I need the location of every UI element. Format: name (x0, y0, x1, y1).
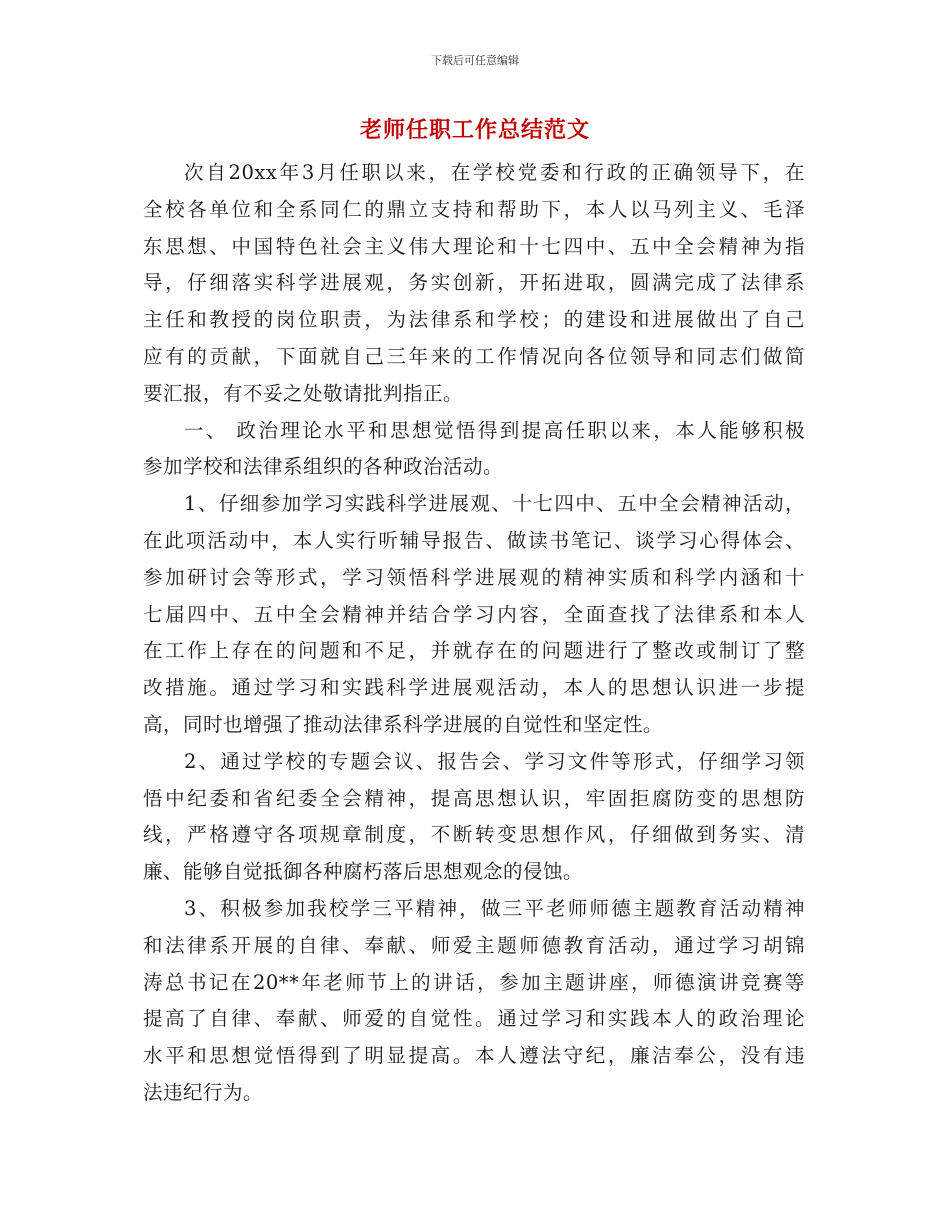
paragraph-line: 七届四中、五中全会精神并结合学习内容，全面查找了法律系和本人 (143, 602, 805, 626)
paragraph-line: 参加学校和法律系组织的各种政治活动。 (143, 455, 504, 479)
paragraph-line: 要汇报，有不妥之处敬请批判指正。 (143, 381, 464, 405)
paragraph (143, 413, 805, 487)
paragraph-line: 一、 政治理论水平和思想觉悟得到提高任职以来，本人能够积极 (184, 418, 805, 442)
header-note: 下载后可任意编辑 (431, 54, 519, 67)
paragraph (143, 891, 805, 1112)
paragraph-line: 悟中纪委和省纪委全会精神，提高思想认识，牢固拒腐防变的思想防 (143, 786, 805, 810)
paragraph (143, 486, 805, 744)
paragraph-line: 东思想、中国特色社会主义伟大理论和十七四中、五中全会精神为指 (143, 234, 805, 258)
paragraph-line: 2、通过学校的专题会议、报告会、学习文件等形式，仔细学习领 (184, 749, 805, 773)
document-title: 老师任职工作总结范文 (359, 118, 590, 143)
paragraph-line: 涛总书记在20**年老师节上的讲话，参加主题讲座，师德演讲竞赛等 (143, 970, 805, 994)
paragraph-line: 和法律系开展的自律、奉献、师爱主题师德教育活动，通过学习胡锦 (143, 933, 805, 957)
paragraph-line: 主任和教授的岗位职责，为法律系和学校；的建设和进展做出了自己 (143, 308, 805, 332)
paragraph-line: 水平和思想觉悟得到了明显提高。本人遵法守纪，廉洁奉公，没有违 (143, 1044, 805, 1068)
paragraph-line: 高，同时也增强了推动法律系科学进展的自觉性和坚定性。 (143, 712, 664, 736)
paragraph-line: 参加研讨会等形式，学习领悟科学进展观的精神实质和科学内涵和十 (143, 565, 805, 589)
paragraph-line: 提高了自律、奉献、师爱的自觉性。通过学习和实践本人的政治理论 (143, 1007, 805, 1031)
paragraph-line: 在此项活动中，本人实行听辅导报告、做读书笔记、谈学习心得体会、 (143, 528, 805, 552)
paragraph-line: 3、积极参加我校学三平精神，做三平老师师德主题教育活动精神 (184, 896, 805, 920)
paragraph-line: 全校各单位和全系同仁的鼎立支持和帮助下，本人以马列主义、毛泽 (143, 197, 805, 221)
paragraph-line: 次自20xx年3月任职以来，在学校党委和行政的正确领导下，在 (184, 161, 805, 184)
paragraph-line: 改措施。通过学习和实践科学进展观活动，本人的思想认识进一步提 (143, 676, 805, 700)
document-body (143, 155, 805, 1112)
paragraph-line: 廉、能够自觉抵御各种腐朽落后思想观念的侵蚀。 (143, 860, 584, 884)
paragraph-line: 在工作上存在的问题和不足，并就存在的问题进行了整改或制订了整 (143, 639, 805, 663)
paragraph-line: 导，仔细落实科学进展观，务实创新，开拓进取，圆满完成了法律系 (143, 271, 805, 295)
paragraph-line: 1、仔细参加学习实践科学进展观、十七四中、五中全会精神活动， (184, 492, 805, 516)
paragraph-line: 应有的贡献，下面就自己三年来的工作情况向各位领导和同志们做简 (143, 344, 805, 368)
paragraph-line: 线，严格遵守各项规章制度，不断转变思想作风，仔细做到务实、清 (143, 823, 805, 847)
paragraph (143, 155, 805, 413)
paragraph (143, 744, 805, 891)
paragraph-line: 法违纪行为。 (143, 1080, 264, 1104)
